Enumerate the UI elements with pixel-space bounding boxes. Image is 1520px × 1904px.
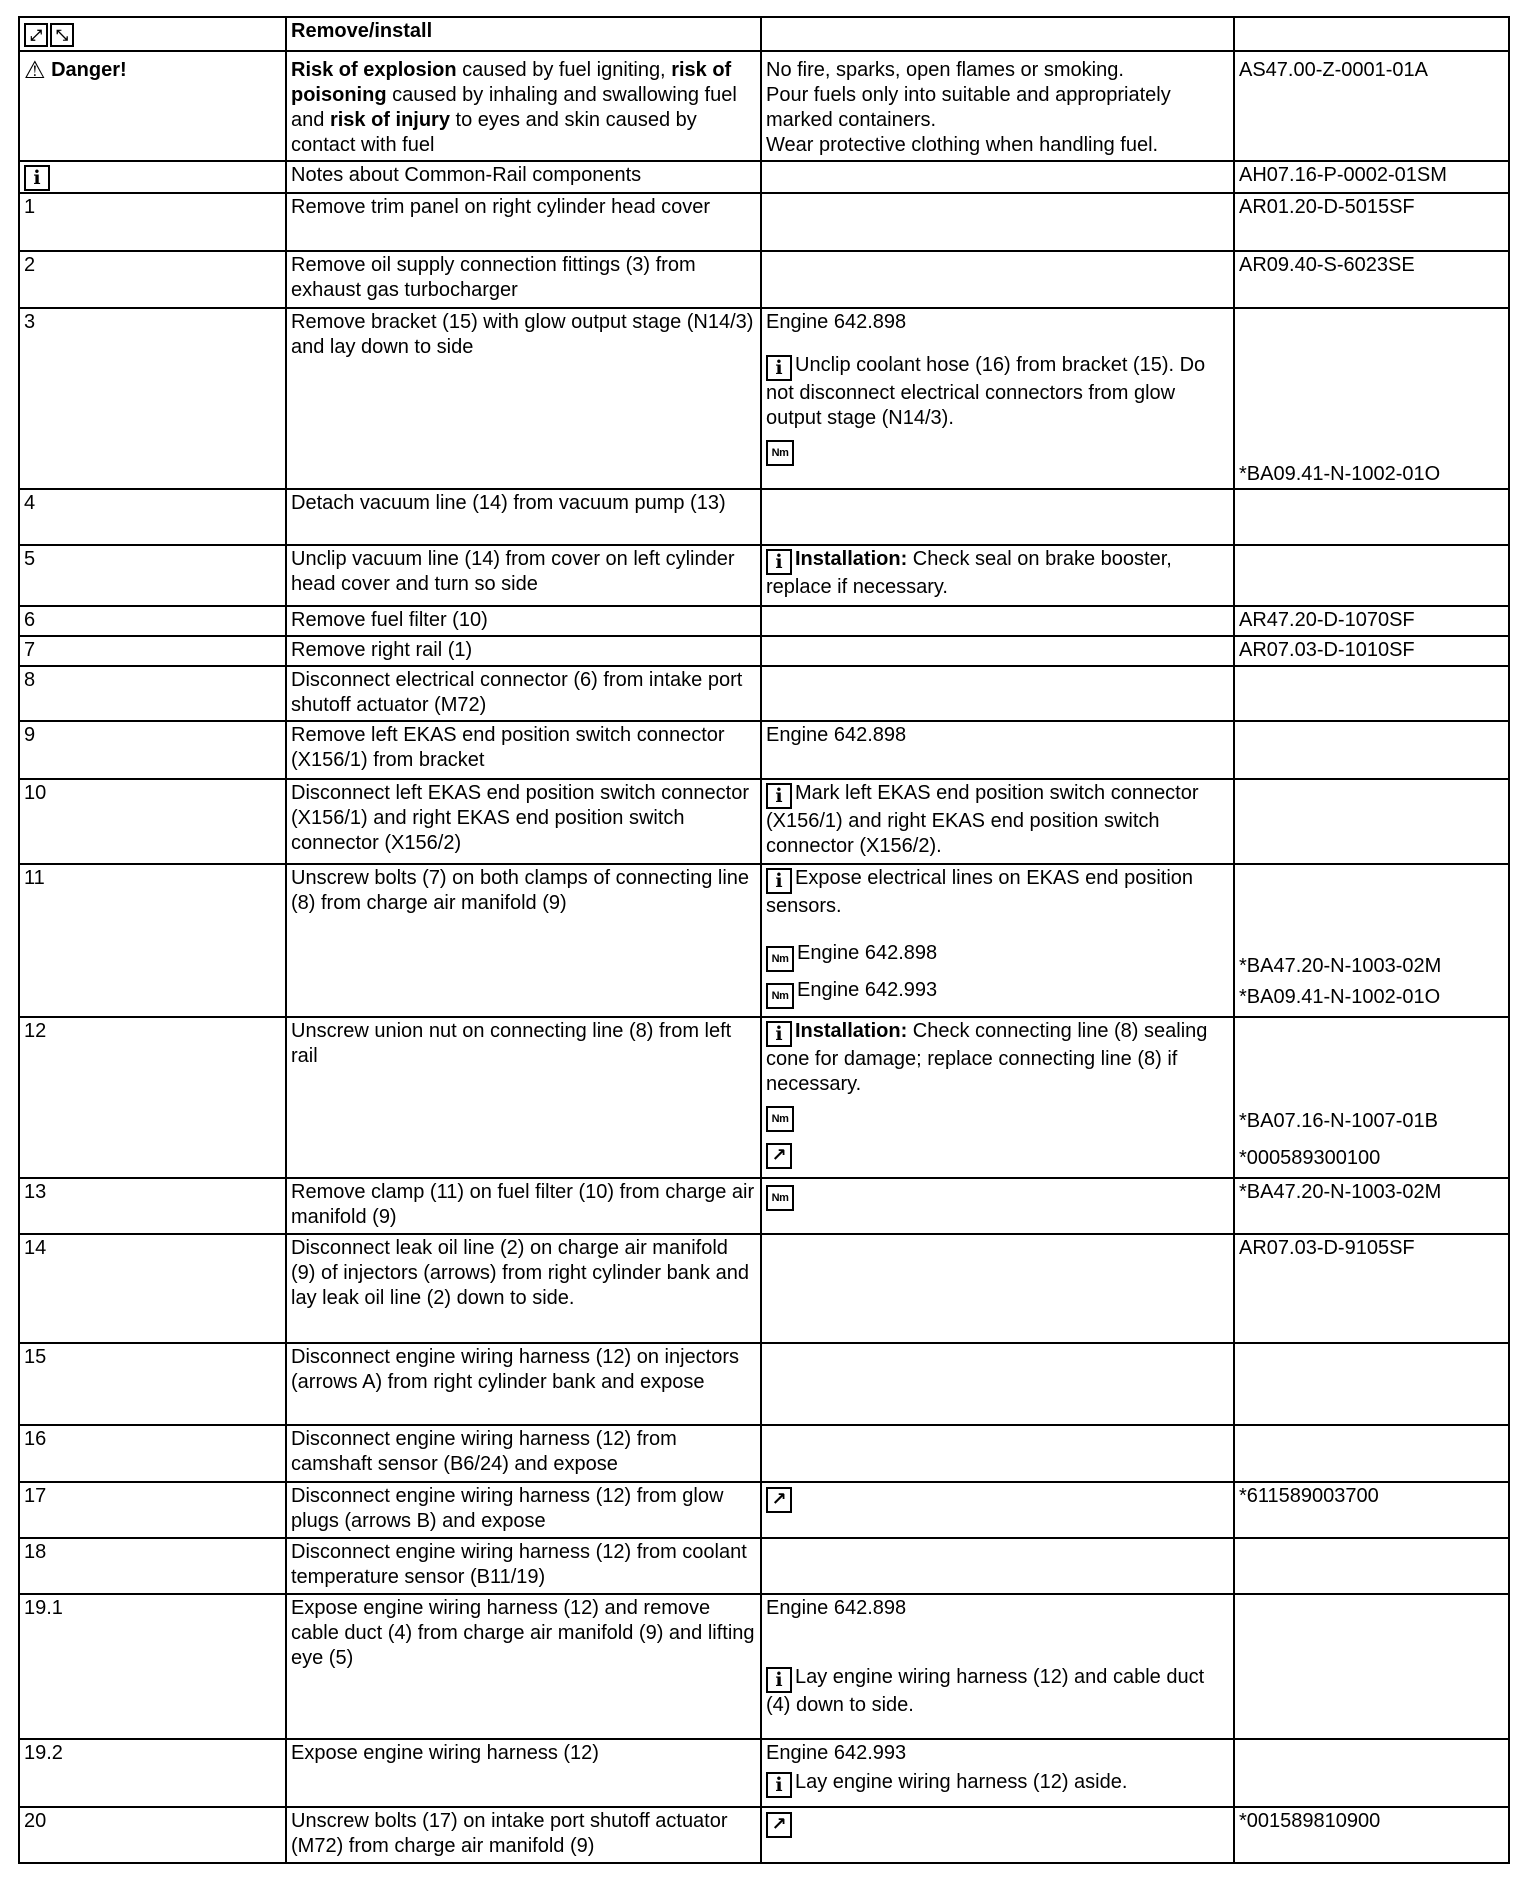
danger-row (19, 51, 1509, 161)
table-row: 13 Remove clamp (11) on fuel filter (10) from charge air manifold (9) Nm *BA47.20-N-1003-02M (19, 1178, 1509, 1234)
torque-nm-icon[interactable]: Nm (766, 946, 794, 972)
header-row (19, 17, 1509, 51)
table-row: 19.2 Expose engine wiring harness (12) Engine 642.993 i Lay engine wiring harness (12) aside. (19, 1739, 1509, 1807)
header-title: Remove/install (286, 17, 761, 51)
danger-measures: No fire, sparks, open flames or smoking. Pour fuels only into suitable and appropriately marked containers. Wear protective clothing when handling fuel. (761, 51, 1234, 161)
info-icon: i (766, 355, 792, 381)
torque-nm-icon[interactable]: Nm (766, 1185, 794, 1211)
warning-triangle-icon: ⚠ (24, 56, 46, 84)
info-icon: i (766, 1667, 792, 1693)
info-icon: i (766, 1772, 792, 1798)
danger-label-cell (19, 51, 286, 161)
torque-nm-icon[interactable]: Nm (766, 983, 794, 1009)
info-icon: i (766, 783, 792, 809)
special-tool-icon[interactable]: ↗ (766, 1812, 792, 1838)
table-row: 6 Remove fuel filter (10) AR47.20-D-1070SF (19, 606, 1509, 636)
notes-ref[interactable]: AH07.16-P-0002-01SM (1234, 161, 1509, 193)
expand-icon[interactable]: ⤢ (24, 23, 48, 47)
table-row: 16 Disconnect engine wiring harness (12) from camshaft sensor (B6/24) and expose (19, 1425, 1509, 1482)
torque-nm-icon[interactable]: Nm (766, 1106, 794, 1132)
special-tool-icon[interactable]: ↗ (766, 1143, 792, 1169)
danger-text: Risk of explosion caused by fuel igniting, risk of poisoning caused by inhaling and swallowing fuel and risk of injury to eyes and skin caused by contact with fuel (286, 51, 761, 161)
table-row: 1 Remove trim panel on right cylinder head cover AR01.20-D-5015SF (19, 193, 1509, 251)
special-tool-icon[interactable]: ↗ (766, 1487, 792, 1513)
table-row: 5 Unclip vacuum line (14) from cover on left cylinder head cover and turn so side i Installation: Check seal on brake booster, replace if necessary. (19, 545, 1509, 606)
table-row: 9 Remove left EKAS end position switch connector (X156/1) from bracket Engine 642.898 (19, 721, 1509, 779)
table-row: 17 Disconnect engine wiring harness (12) from glow plugs (arrows B) and expose ↗ *611589003700 (19, 1482, 1509, 1538)
info-icon: i (766, 549, 792, 575)
table-row: 7 Remove right rail (1) AR07.03-D-1010SF (19, 636, 1509, 666)
table-row: 4 Detach vacuum line (14) from vacuum pump (13) (19, 489, 1509, 545)
table-row: 10 Disconnect left EKAS end position switch connector (X156/1) and right EKAS end position switch connector (X156/2) i Mark left EKAS end position switch connector (X156/1) and right EKAS end position switch connector (X156/2). (19, 779, 1509, 864)
danger-ref[interactable]: AS47.00-Z-0001-01A (1234, 51, 1509, 161)
table-row: 18 Disconnect engine wiring harness (12) from coolant temperature sensor (B11/19) (19, 1538, 1509, 1594)
info-icon: i (24, 165, 50, 191)
table-row: 19.1 Expose engine wiring harness (12) and remove cable duct (4) from charge air manifold (9) and lifting eye (5) Engine 642.898 i Lay engine wiring harness (12) and cable duct (4) down to side. (19, 1594, 1509, 1739)
notes-row (19, 161, 1509, 193)
torque-nm-icon[interactable]: Nm (766, 440, 794, 466)
table-row: 3 Remove bracket (15) with glow output stage (N14/3) and lay down to side Engine 642.898 i Unclip coolant hose (16) from bracket (15). Do not disconnect electrical connectors from glow output stage (N14/3). Nm *BA09.41-N-1002-01O (19, 308, 1509, 489)
procedure-table (18, 16, 1510, 1864)
table-row: 11 Unscrew bolts (7) on both clamps of connecting line (8) from charge air manifold (9) i Expose electrical lines on EKAS end position sensors. Nm Engine 642.898 Nm Engine 642.993 *BA47.20-N-1003-02M *BA09.41-N-1002-01O (19, 864, 1509, 1017)
collapse-icon[interactable]: ⤡ (50, 23, 74, 47)
notes-text: Notes about Common-Rail components (286, 161, 761, 193)
danger-label: Danger! (51, 59, 127, 81)
info-icon: i (766, 1021, 792, 1047)
table-row: 8 Disconnect electrical connector (6) from intake port shutoff actuator (M72) (19, 666, 1509, 721)
table-row: 15 Disconnect engine wiring harness (12) on injectors (arrows A) from right cylinder bank and expose (19, 1343, 1509, 1425)
header-icons-cell (19, 17, 286, 51)
table-row: 14 Disconnect leak oil line (2) on charge air manifold (9) of injectors (arrows) from right cylinder bank and lay leak oil line (2) down to side. AR07.03-D-9105SF (19, 1234, 1509, 1343)
info-icon: i (766, 868, 792, 894)
table-row: 20 Unscrew bolts (17) on intake port shutoff actuator (M72) from charge air manifold (9) ↗ *001589810900 (19, 1807, 1509, 1863)
table-row: 12 Unscrew union nut on connecting line (8) from left rail i Installation: Check connecting line (8) sealing cone for damage; replace connecting line (8) if necessary. Nm ↗ *BA07.16-N-1007-01B *000589300100 (19, 1017, 1509, 1178)
table-row: 2 Remove oil supply connection fittings (3) from exhaust gas turbocharger AR09.40-S-6023SE (19, 251, 1509, 308)
